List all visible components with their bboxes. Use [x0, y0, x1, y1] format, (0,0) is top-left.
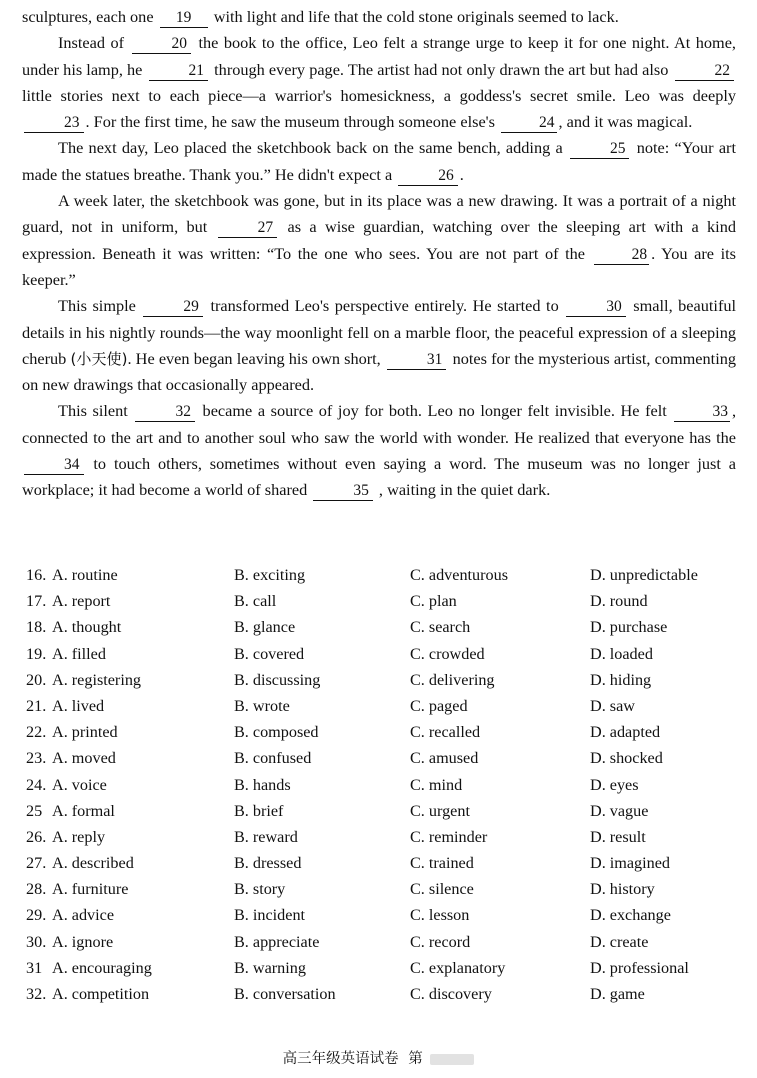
option-row [26, 618, 738, 644]
option-d[interactable]: D. shocked [590, 749, 663, 768]
question-number: 18. [26, 618, 47, 637]
passage-text: notes for the mysterious artist, commenting on new drawings that occasionally appeared. [22, 348, 737, 395]
option-c[interactable]: C. trained [410, 854, 474, 873]
option-b[interactable]: B. conversation [234, 985, 336, 1003]
footer-smudge [430, 1054, 474, 1065]
passage-text: as a wise guardian, watching over the sleeping art with a kind expression. Beneath it was written: “To the one who sees. You are not part of the [22, 217, 736, 263]
option-row [26, 671, 738, 697]
option-c[interactable]: C. explanatory [410, 958, 506, 977]
option-a[interactable]: A. printed [52, 723, 118, 742]
option-a[interactable]: A. thought [52, 618, 122, 637]
passage-paragraph-2 [22, 30, 736, 135]
footer-title: 高三年级英语试卷 [282, 1051, 399, 1067]
blank-28[interactable]: 28 [594, 246, 650, 265]
option-row [26, 592, 738, 618]
passage-text: . For the first time, he saw the museum through someone else's [85, 112, 495, 132]
question-number: 21. [26, 696, 47, 715]
blank-33[interactable]: 33 [674, 403, 730, 422]
passage-text: , connected to the art and to another soul who saw the world with wonder. He realized that everyone has the [22, 401, 737, 447]
option-d[interactable]: D. unpredictable [590, 566, 698, 584]
option-a[interactable]: A. report [52, 592, 111, 611]
answer-options-list [26, 566, 738, 1011]
option-c[interactable]: C. plan [410, 592, 457, 611]
blank-27[interactable]: 27 [218, 219, 278, 238]
passage-text: small, beautiful details in his nightly rounds—the way moonlight fell on a marble floor, the peaceful expression of a sleeping cherub [22, 296, 737, 368]
option-row [26, 880, 738, 906]
option-a[interactable]: A. furniture [52, 880, 129, 899]
blank-20[interactable]: 20 [132, 35, 192, 54]
option-d[interactable]: D. saw [590, 696, 635, 715]
blank-23[interactable]: 23 [24, 114, 84, 133]
passage-line-continuation [22, 4, 736, 30]
passage-text: . He even began leaving his own short, [127, 348, 381, 368]
option-row [26, 985, 738, 1011]
passage-text: , and it was magical. [558, 112, 693, 132]
passage-text: note: “Your art made the statues breathe. Thank you.” He didn't expect a [22, 138, 736, 184]
option-a[interactable]: A. ignore [52, 932, 114, 951]
option-a[interactable]: A. competition [52, 985, 150, 1003]
question-number: 19. [26, 644, 47, 663]
option-row [26, 906, 738, 932]
option-c[interactable]: C. amused [410, 749, 479, 768]
cloze-passage [22, 4, 736, 504]
option-row [26, 854, 738, 880]
option-c[interactable]: C. mind [410, 775, 463, 794]
option-b[interactable]: B. covered [234, 644, 305, 663]
question-number: 29. [26, 906, 47, 925]
passage-paragraph-6 [22, 398, 736, 503]
blank-30[interactable]: 30 [566, 298, 626, 317]
passage-text: little stories next to each piece—a warrior's homesickness, a goddess's secret smile. Leo was deeply [22, 85, 736, 105]
option-a[interactable]: A. described [52, 854, 134, 873]
passage-text: A week later, the sketchbook was gone, but in its place was a new drawing. It was a portrait of a night guard, not in uniform, but [22, 191, 736, 237]
option-a[interactable]: A. formal [52, 801, 115, 820]
passage-paragraph-3 [22, 135, 736, 188]
option-c[interactable]: C. reminder [410, 827, 488, 846]
passage-text: became a source of joy for both. Leo no longer felt invisible. He felt [202, 401, 667, 421]
option-c[interactable]: C. lesson [410, 906, 470, 925]
option-row [26, 959, 738, 985]
blank-31[interactable]: 31 [387, 351, 447, 370]
option-d[interactable]: D. eyes [590, 775, 639, 794]
option-c[interactable]: C. discovery [410, 985, 492, 1003]
passage-text: through every page. The artist had not only drawn the art but had also [214, 59, 669, 79]
option-d[interactable]: D. professional [590, 958, 689, 977]
option-c[interactable]: C. paged [410, 696, 468, 715]
option-d[interactable]: D. loaded [590, 644, 653, 663]
option-c[interactable]: C. search [410, 618, 471, 637]
blank-22[interactable]: 22 [675, 62, 735, 81]
blank-34[interactable]: 34 [24, 456, 84, 475]
option-d[interactable]: D. purchase [590, 618, 668, 637]
option-d[interactable]: D. imagined [590, 854, 671, 873]
question-number: 30. [26, 932, 47, 951]
option-c[interactable]: C. record [410, 932, 471, 951]
option-row [26, 933, 738, 959]
option-b[interactable]: B. exciting [234, 566, 306, 584]
option-row [26, 723, 738, 749]
option-c[interactable]: C. urgent [410, 801, 470, 820]
option-b[interactable]: B. incident [234, 906, 306, 925]
page-footer [0, 1047, 757, 1068]
passage-text: to touch others, sometimes without even saying a word. The museum was no longer just a workplace; it had become a world of shared [22, 454, 736, 500]
blank-21[interactable]: 21 [149, 62, 209, 81]
option-d[interactable]: D. create [590, 932, 649, 951]
option-row [26, 802, 738, 828]
passage-text: Instead of [58, 33, 125, 53]
option-d[interactable]: D. exchange [590, 906, 671, 925]
option-a[interactable]: A. lived [52, 696, 105, 715]
question-number: 17. [26, 592, 47, 611]
passage-text: sculptures, each one [22, 7, 154, 26]
option-a[interactable]: A. moved [52, 749, 116, 768]
option-b[interactable]: B. glance [234, 618, 296, 637]
option-a[interactable]: A. advice [52, 906, 115, 925]
blank-24[interactable]: 24 [501, 114, 557, 133]
blank-29[interactable]: 29 [143, 298, 203, 317]
chinese-gloss-cherub: (小天使) [70, 349, 128, 368]
option-a[interactable]: A. routine [52, 566, 118, 584]
passage-text: The next day, Leo placed the sketchbook back on the same bench, adding a [58, 138, 563, 158]
option-row [26, 776, 738, 802]
option-d[interactable]: D. round [590, 592, 648, 611]
blank-35[interactable]: 35 [313, 482, 373, 501]
option-c[interactable]: C. recalled [410, 723, 481, 742]
footer-page-label: 第 [408, 1051, 423, 1067]
blank-19[interactable]: 19 [160, 9, 208, 28]
option-b[interactable]: B. reward [234, 827, 298, 846]
option-b[interactable]: B. brief [234, 801, 284, 820]
option-b[interactable]: B. story [234, 880, 286, 899]
passage-paragraph-4 [22, 188, 736, 293]
option-b[interactable]: B. wrote [234, 696, 290, 715]
option-c[interactable]: C. silence [410, 880, 474, 899]
blank-26[interactable]: 26 [398, 167, 458, 186]
option-b[interactable]: B. composed [234, 723, 319, 742]
question-number: 26. [26, 827, 47, 846]
option-a[interactable]: A. registering [52, 670, 142, 689]
option-c[interactable]: C. crowded [410, 644, 485, 663]
question-number: 28. [26, 880, 47, 899]
option-d[interactable]: D. history [590, 880, 655, 899]
option-d[interactable]: D. hiding [590, 670, 652, 689]
option-d[interactable]: D. result [590, 827, 646, 846]
question-number: 20. [26, 670, 47, 689]
option-a[interactable]: A. reply [52, 827, 106, 846]
option-b[interactable]: B. appreciate [234, 932, 320, 951]
question-number: 24. [26, 775, 47, 794]
blank-25[interactable]: 25 [570, 140, 630, 159]
option-b[interactable]: B. hands [234, 775, 291, 794]
option-a[interactable]: A. voice [52, 775, 107, 794]
question-number: 25 [26, 801, 43, 820]
question-number: 31 [26, 958, 43, 977]
question-number: 27. [26, 854, 47, 873]
option-b[interactable]: B. call [234, 592, 277, 611]
option-row [26, 645, 738, 671]
option-row [26, 697, 738, 723]
passage-text: transformed Leo's perspective entirely. He started to [210, 296, 559, 316]
option-b[interactable]: B. discussing [234, 670, 321, 689]
passage-text: with light and life that the cold stone originals seemed to lack. [213, 7, 619, 26]
question-number: 16. [26, 566, 47, 584]
passage-text: . You are its keeper.” [22, 243, 737, 289]
passage-text: the book to the office, Leo felt a strange urge to keep it for one night. At home, under his lamp, he [22, 33, 736, 79]
passage-paragraph-5 [22, 293, 736, 398]
option-a[interactable]: A. filled [52, 644, 106, 663]
option-c[interactable]: C. delivering [410, 670, 495, 689]
question-number: 23. [26, 749, 47, 768]
option-row [26, 566, 738, 592]
option-d[interactable]: D. vague [590, 801, 649, 820]
passage-text: This simple [58, 296, 136, 316]
question-number: 22. [26, 723, 47, 742]
passage-text: , waiting in the quiet dark. [378, 480, 551, 500]
option-row [26, 828, 738, 854]
option-d[interactable]: D. game [590, 985, 645, 1003]
option-c[interactable]: C. adventurous [410, 566, 509, 584]
passage-text: . [459, 164, 464, 184]
blank-32[interactable]: 32 [135, 403, 195, 422]
option-a[interactable]: A. encouraging [52, 958, 152, 977]
option-d[interactable]: D. adapted [590, 723, 661, 742]
option-row [26, 749, 738, 775]
option-b[interactable]: B. confused [234, 749, 312, 768]
passage-text: This silent [58, 401, 128, 421]
option-b[interactable]: B. dressed [234, 854, 302, 873]
question-number: 32. [26, 985, 47, 1003]
option-b[interactable]: B. warning [234, 958, 306, 977]
